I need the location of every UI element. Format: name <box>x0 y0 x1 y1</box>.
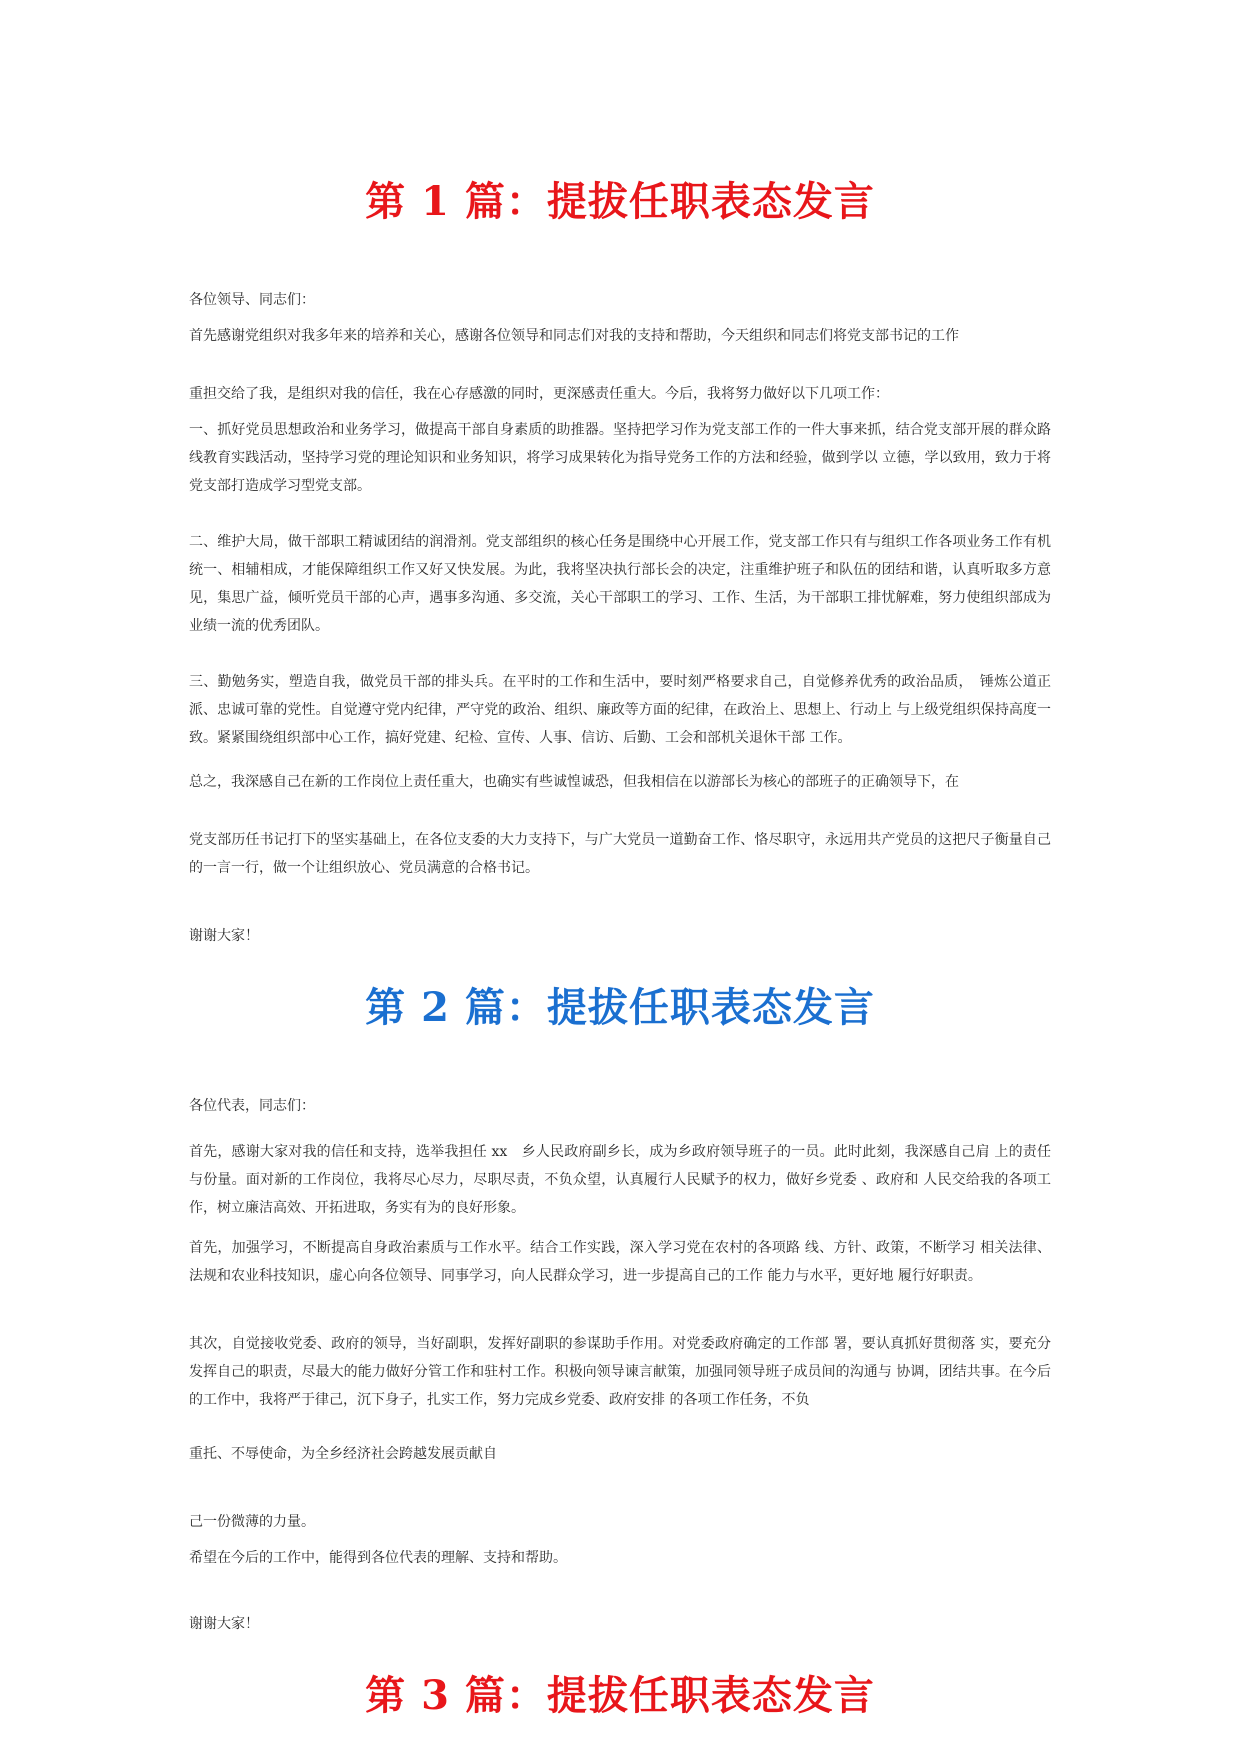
article-1-paragraph-1-line-2: 重担交给了我，是组织对我的信任，我在心存感激的同时，更深感责任重大。今后，我将努力做好以下几项工作： <box>189 386 889 402</box>
article-2-paragraph-3: 其次，自觉接收党委、政府的领导，当好副职，发挥好副职的参谋助手作用。对党委政府确定的工作部 署，要认真抓好贯彻落 实，要充分发挥自己的职责，尽最大的能力做好分管工作和驻村工作。积极向领导谏言献策，加强同领导班子成员间的沟通与 协调，团结共事。在今后的工作中，我将严于律己，沉下身子，扎实工作，努力完成乡党委、政府安排 的各项工作任务，不负 <box>189 1336 1051 1408</box>
article-1-closing: 谢谢大家！ <box>189 928 259 944</box>
article-1-title: 第 1 篇：提拔任职表态发言 <box>365 178 875 225</box>
article-2-paragraph-6: 希望在今后的工作中，能得到各位代表的理解、支持和帮助。 <box>189 1550 567 1566</box>
article-1-paragraph-1-line-1: 首先感谢党组织对我多年来的培养和关心，感谢各位领导和同志们对我的支持和帮助，今天组织和同志们将党支部书记的工作 <box>189 328 959 344</box>
article-2-paragraph-4: 重托、不辱使命，为全乡经济社会跨越发展贡献自 <box>189 1446 497 1462</box>
article-1-paragraph-5-line-1: 总之，我深感自己在新的工作岗位上责任重大，也确实有些诚惶诚恐，但我相信在以游部长为核心的部班子的正确领导下，在 <box>189 774 959 790</box>
article-2-paragraph-5: 己一份微薄的力量。 <box>189 1514 315 1530</box>
article-1-paragraph-5-rest: 党支部历任书记打下的坚实基础上，在各位支委的大力支持下，与广大党员一道勤奋工作、恪尽职守，永远用共产党员的这把尺子衡量自己的一言一行，做一个让组织放心、党员满意的合格书记。 <box>189 832 1051 876</box>
article-2-paragraph-2: 首先，加强学习，不断提高自身政治素质与工作水平。结合工作实践，深入学习党在农村的各项路 线、方针、政策，不断学习 相关法律、法规和农业科技知识，虚心向各位领导、同事学习，向人民群众学习，进一步提高自己的工作 能力与水平，更好地 履行好职责。 <box>189 1240 1051 1284</box>
article-2-paragraph-1: 首先，感谢大家对我的信任和支持，选举我担任 xx 乡人民政府副乡长，成为乡政府领导班子的一员。此时此刻，我深感自己肩 上的责任与份量。面对新的工作岗位，我将尽心尽力，尽职尽责，不负众望，认真履行人民赋予的权力，做好乡党委 、政府和 人民交给我的各项工作，树立廉洁高效、开拓进取，务实有为的良好形象。 <box>189 1144 1051 1216</box>
article-2-title: 第 2 篇：提拔任职表态发言 <box>365 984 875 1031</box>
article-1-paragraph-2: 一、抓好党员思想政治和业务学习，做提高干部自身素质的助推器。坚持把学习作为党支部工作的一件大事来抓，结合党支部开展的群众路线教育实践活动，坚持学习党的理论知识和业务知识，将学习成果转化为指导党务工作的方法和经验，做到学以 立德，学以致用，致力于将党支部打造成学习型党支部。 <box>189 422 1051 494</box>
article-3-title: 第 3 篇：提拔任职表态发言 <box>365 1672 875 1719</box>
article-1-paragraph-4: 三、勤勉务实，塑造自我，做党员干部的排头兵。在平时的工作和生活中，要时刻严格要求自己，自觉修养优秀的政治品质， 锤炼公道正派、忠诚可靠的党性。自觉遵守党内纪律，严守党的政治、组织、廉政等方面的纪律，在政治上、思想上、行动上 与上级党组织保持高度一致。紧紧围绕组织部中心工作，搞好党建、纪检、宣传、人事、信访、后勤、工会和部机关退休干部 工作。 <box>189 674 1051 746</box>
article-2-salutation: 各位代表，同志们： <box>189 1098 315 1114</box>
article-1-salutation: 各位领导、同志们： <box>189 292 315 308</box>
article-2-closing: 谢谢大家！ <box>189 1616 259 1632</box>
article-1-paragraph-3: 二、维护大局，做干部职工精诚团结的润滑剂。党支部组织的核心任务是围绕中心开展工作，党支部工作只有与组织工作各项业务工作有机统一、相辅相成，才能保障组织工作又好又快发展。为此，我将坚决执行部长会的决定，注重维护班子和队伍的团结和谐，认真听取多方意见，集思广益，倾听党员干部的心声，遇事多沟通、多交流，关心干部职工的学习、工作、生活，为干部职工排忧解难，努力使组织部成为业绩一流的优秀团队。 <box>189 534 1051 634</box>
